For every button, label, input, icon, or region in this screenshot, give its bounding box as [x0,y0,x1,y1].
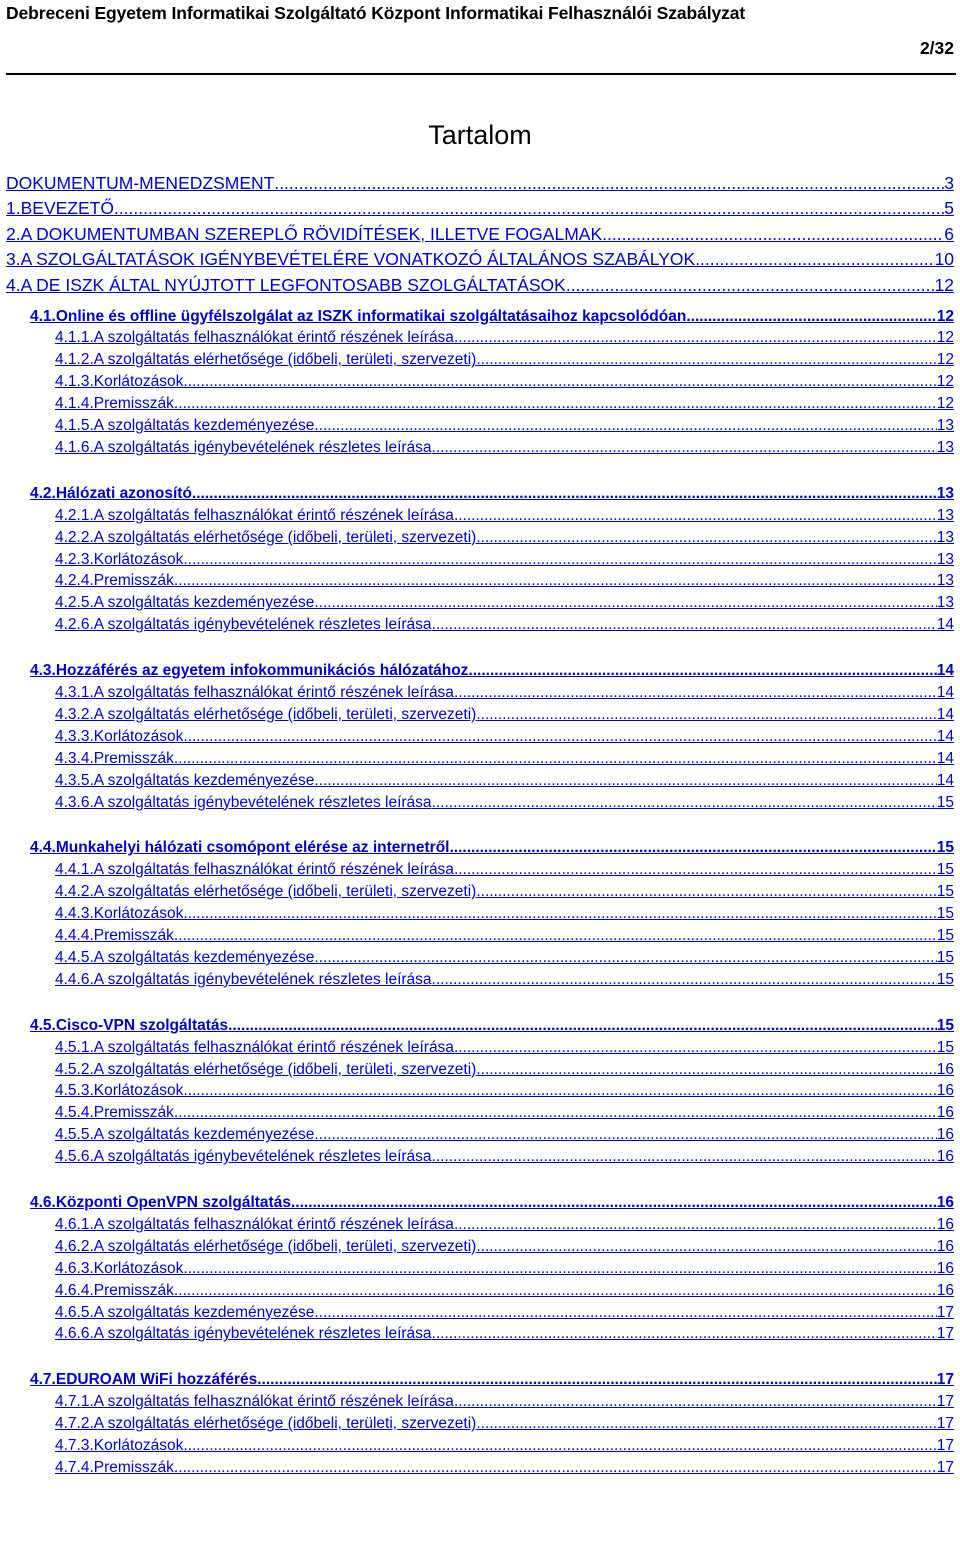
toc-entry[interactable] [30,837,954,856]
toc-leader-dots [228,1018,937,1034]
toc-entry-text: 4.3.4.Premisszák [55,749,174,767]
toc-entry-text: 4.5.2.A szolgáltatás elérhetősége (időbeli, területi, szervezeti) [55,1060,477,1078]
toc-leader-dots [174,573,937,589]
toc-entry-text: DOKUMENTUM-MENEDZSMENT [6,172,275,193]
toc-entry[interactable] [30,1369,954,1388]
toc-leader-dots [432,972,937,988]
toc-entry[interactable] [55,1435,954,1454]
toc-entry[interactable] [55,859,954,878]
toc-entry-text: 4.6.6.A szolgáltatás igénybevételének részletes leírása [55,1325,432,1343]
toc-entry-text: 4.7.4.Premisszák [55,1458,174,1476]
toc-leader-dots [174,928,937,944]
toc-entry-text: 4.5.Cisco-VPN szolgáltatás [30,1016,229,1034]
toc-entry[interactable] [6,248,954,269]
toc-entry[interactable] [55,1058,954,1077]
toc-entry-page: 15 [936,883,954,901]
toc-entry[interactable] [55,903,954,922]
toc-entry-text: 4.4.5.A szolgáltatás kezdeményezése [55,948,315,966]
toc-entry-text: 4.1.2.A szolgáltatás elérhetősége (időbeli, területi, szervezeti) [55,351,477,369]
toc-entry[interactable] [55,393,954,412]
toc-entry-page: 15 [936,948,954,966]
toc-entry-text: 4.5.3.Korlátozások [55,1082,184,1100]
toc-entry-text: 4.4.4.Premisszák [55,927,174,944]
toc-entry[interactable] [55,1323,954,1342]
toc-leader-dots [695,251,934,269]
toc-entry-page: 15 [936,1038,954,1056]
toc-entry-text: 4.2.4.Premisszák [55,572,174,590]
toc-entry-page: 15 [936,927,954,944]
toc-entry[interactable] [55,526,954,545]
toc-entry-page: 16 [936,1126,954,1144]
toc-entry-page: 13 [936,550,954,568]
toc-entry-text: 4.3.6.A szolgáltatás igénybevételének részletes leírása [55,793,432,811]
page-number: 2/32 [919,38,954,58]
toc-entry[interactable] [55,946,954,965]
toc-leader-dots [183,729,936,745]
toc-entry-text: 4.4.3.Korlátozások [55,905,184,923]
toc-leader-dots [183,1261,936,1277]
toc-entry[interactable] [55,968,954,987]
toc-entry-page: 13 [936,506,954,524]
toc-entry-page: 17 [936,1303,954,1321]
toc-entry-page: 17 [936,1458,954,1476]
document-header-title: Debreceni Egyetem Informatikai Szolgáltató Központ Informatikai Felhasználói Szabályzat [6,3,746,23]
toc-entry-text: 4.1.Online és offline ügyfélszolgálat az ISZK informatikai szolgáltatásaihoz kapcsolódóan [30,307,687,325]
toc-leader-dots [183,552,936,568]
toc-leader-dots [314,950,936,966]
toc-entry[interactable] [55,1413,954,1432]
toc-leader-dots [432,617,937,633]
toc-entry-page: 14 [936,771,954,789]
toc-leader-dots [454,862,937,878]
toc-leader-dots [174,1105,937,1121]
toc-entry[interactable] [55,747,954,766]
toc-entry-text: 4.7.3.Korlátozások [55,1437,184,1454]
toc-entry-text: 4.6.4.Premisszák [55,1281,174,1299]
toc-entry[interactable] [55,725,954,744]
toc-entry[interactable] [6,171,954,192]
toc-entry-page: 14 [936,749,954,767]
toc-entry[interactable] [55,570,954,589]
toc-entry-text: 4.A DE ISZK ÁLTAL NYÚJTOTT LEGFONTOSABB SZOLGÁLTATÁSOK [6,274,566,295]
toc-leader-dots [432,795,937,811]
toc-entry-text: 4.6.5.A szolgáltatás kezdeményezése [55,1303,315,1321]
toc-leader-dots [314,773,936,789]
toc-entry[interactable] [55,548,954,567]
toc-entry-page: 12 [936,351,954,369]
toc-entry-page: 14 [936,727,954,745]
toc-entry-page: 16 [936,1215,954,1233]
toc-leader-dots [174,1460,937,1476]
toc-leader-dots [183,374,936,390]
toc-entry[interactable] [30,305,954,324]
toc-entry[interactable] [6,222,954,243]
toc-leader-dots [314,1305,936,1321]
toc-leader-dots [468,663,936,679]
toc-entry-text: 4.6.2.A szolgáltatás elérhetősége (időbeli, területi, szervezeti) [55,1237,477,1255]
toc-entry[interactable] [55,1146,954,1165]
toc-leader-dots [432,1149,937,1165]
toc-entry-page: 10 [934,249,954,269]
toc-entry-page: 17 [936,1371,954,1389]
toc-leader-dots [174,1283,937,1299]
toc-leader-dots [454,685,937,701]
toc-leader-dots [314,1127,936,1143]
toc-entry-page: 3 [944,172,954,193]
toc-leader-dots [476,707,936,723]
toc-entry[interactable] [55,614,954,633]
toc-entry-text: 4.4.6.A szolgáltatás igénybevételének részletes leírása [55,970,432,988]
toc-leader-dots [476,1062,936,1078]
toc-entry[interactable] [55,1213,954,1232]
toc-entry-text: 4.5.4.Premisszák [55,1104,174,1122]
toc-entry-page: 12 [936,373,954,391]
toc-entry-text: 4.2.2.A szolgáltatás elérhetősége (időbeli, területi, szervezeti) [55,528,477,546]
toc-entry-page: 15 [936,1016,954,1034]
toc-entry-text: 4.1.1.A szolgáltatás felhasználókat érintő részének leírása [55,329,454,347]
toc-entry-text: 4.6.3.Korlátozások [55,1259,184,1277]
toc-entry-page: 16 [936,1281,954,1299]
toc-leader-dots [476,1416,936,1432]
toc-entry[interactable] [6,273,954,294]
toc-entry-page: 14 [936,684,954,701]
toc-leader-dots [454,1394,937,1410]
toc-leader-dots [476,530,936,546]
toc-entry[interactable] [30,1014,954,1033]
toc-entry[interactable] [55,881,954,900]
toc-leader-dots [291,1195,937,1211]
toc-leader-dots [476,884,936,900]
toc-leader-dots [257,1372,937,1388]
toc-leader-dots [449,840,936,856]
toc-entry-text: 4.4.Munkahelyi hálózati csomópont elérése az internetről [30,839,450,857]
toc-leader-dots [454,1040,937,1056]
toc-entry-page: 13 [936,528,954,546]
toc-entry[interactable] [55,504,954,523]
toc-leader-dots [183,1438,936,1454]
toc-entry[interactable] [55,791,954,810]
toc-entry-page: 17 [936,1393,954,1411]
toc-entry-page: 15 [936,861,954,879]
toc-entry-text: 4.2.3.Korlátozások [55,550,184,568]
toc-entry[interactable] [55,415,954,434]
toc-entry-text: 4.1.6.A szolgáltatás igénybevételének részletes leírása [55,438,432,456]
toc-entry[interactable] [55,1391,954,1410]
toc-entry-page: 12 [936,395,954,413]
toc-leader-dots [114,200,944,218]
toc-entry-text: 4.1.4.Premisszák [55,395,174,413]
toc-entry-text: 4.5.1.A szolgáltatás felhasználókat érintő részének leírása [55,1038,454,1056]
toc-leader-dots [183,1083,936,1099]
toc-leader-dots [274,175,944,193]
toc-entry[interactable] [55,925,954,944]
toc-entry-text: 4.1.5.A szolgáltatás kezdeményezése [55,417,315,434]
toc-leader-dots [192,486,937,502]
toc-entry[interactable] [55,1080,954,1099]
toc-entry[interactable] [55,1235,954,1254]
toc-entry-page: 15 [936,905,954,923]
toc-entry-page: 14 [936,616,954,634]
toc-entry-page: 16 [936,1104,954,1122]
toc-entry-text: 4.2.5.A szolgáltatás kezdeményezése [55,594,315,612]
toc-entry-page: 16 [936,1148,954,1166]
toc-entry-page: 15 [936,839,954,857]
toc-entry-text: 4.5.6.A szolgáltatás igénybevételének részletes leírása [55,1148,432,1166]
toc-entry-page: 14 [936,705,954,723]
toc-leader-dots [686,309,936,325]
toc-leader-dots [602,226,944,244]
toc-entry[interactable] [55,1301,954,1320]
toc-entry-text: 1.BEVEZETŐ [6,198,114,218]
toc-entry-page: 13 [936,417,954,434]
toc-entry-page: 16 [936,1060,954,1078]
toc-leader-dots [566,277,935,295]
toc-entry[interactable] [55,769,954,788]
toc-leader-dots [174,751,937,767]
toc-leader-dots [174,396,937,412]
toc-entry-text: 4.4.1.A szolgáltatás felhasználókat érintő részének leírása [55,861,454,879]
toc-leader-dots [476,1239,936,1255]
toc-entry-text: 4.5.5.A szolgáltatás kezdeményezése [55,1126,315,1144]
toc-entry-page: 13 [936,594,954,612]
toc-entry[interactable] [30,482,954,501]
toc-entry-text: 4.3.Hozzáférés az egyetem infokommunikációs hálózatához [30,662,469,680]
toc-entry-text: 4.2.1.A szolgáltatás felhasználókat érintő részének leírása [55,506,454,524]
toc-entry[interactable] [30,1192,954,1211]
toc-entry-page: 15 [936,793,954,811]
toc-entry[interactable] [55,371,954,390]
toc-entry-text: 4.6.1.A szolgáltatás felhasználókat érintő részének leírása [55,1215,454,1233]
toc-entry[interactable] [55,1257,954,1276]
toc-entry-page: 16 [936,1082,954,1100]
toc-entry[interactable] [55,1036,954,1055]
toc-entry-text: 4.7.1.A szolgáltatás felhasználókat érintő részének leírása [55,1393,454,1411]
toc-entry-text: 4.3.1.A szolgáltatás felhasználókat érintő részének leírása [55,684,454,701]
toc-entry-page: 15 [936,970,954,988]
toc-entry[interactable] [55,1456,954,1475]
toc-leader-dots [183,906,936,922]
toc-entry[interactable] [55,349,954,368]
toc-entry-text: 4.3.2.A szolgáltatás elérhetősége (időbeli, területi, szervezeti) [55,705,477,723]
toc-leader-dots [314,418,936,434]
toc-title: Tartalom [428,120,532,150]
toc-entry[interactable] [55,1102,954,1121]
toc-entry-page: 14 [936,662,954,680]
toc-leader-dots [454,1217,937,1233]
toc-entry[interactable] [55,703,954,722]
toc-entry-page: 5 [944,198,954,218]
toc-leader-dots [454,330,937,346]
toc-entry-text: 4.3.5.A szolgáltatás kezdeményezése [55,771,315,789]
toc-entry-text: 4.7.EDUROAM WiFi hozzáférés [30,1371,258,1389]
toc-entry[interactable] [6,197,954,218]
toc-entry-page: 13 [936,438,954,456]
toc-entry-page: 16 [936,1194,954,1211]
toc-entry[interactable] [55,592,954,611]
toc-entry-text: 4.6.Központi OpenVPN szolgáltatás [30,1194,291,1211]
toc-entry-page: 13 [936,484,954,502]
toc-entry-page: 12 [936,307,954,325]
toc-entry-page: 13 [936,572,954,590]
toc-entry-page: 12 [936,329,954,347]
toc-entry[interactable] [55,436,954,455]
toc-entry-page: 17 [936,1437,954,1454]
toc-entry-page: 6 [944,223,954,244]
toc-leader-dots [454,508,937,524]
toc-entry-page: 16 [936,1237,954,1255]
toc-entry-text: 4.7.2.A szolgáltatás elérhetősége (időbeli, területi, szervezeti) [55,1415,477,1433]
toc-entry-text: 4.1.3.Korlátozások [55,373,184,391]
toc-entry[interactable] [55,1279,954,1298]
toc-leader-dots [314,595,936,611]
toc-entry-text: 4.3.3.Korlátozások [55,727,184,745]
toc-entry[interactable] [55,327,954,346]
toc-entry[interactable] [30,660,954,679]
toc-leader-dots [476,352,936,368]
toc-entry[interactable] [55,682,954,701]
toc-entry-text: 2.A DOKUMENTUMBAN SZEREPLŐ RÖVIDÍTÉSEK, ILLETVE FOGALMAK [6,223,603,244]
toc-entry-text: 4.2.Hálózati azonosító [30,484,192,502]
toc-entry-page: 16 [936,1259,954,1277]
toc-entry-text: 4.2.6.A szolgáltatás igénybevételének részletes leírása [55,616,432,634]
toc-entry-text: 3.A SZOLGÁLTATÁSOK IGÉNYBEVÉTELÉRE VONATKOZÓ ÁLTALÁNOS SZABÁLYOK [6,249,696,269]
toc-leader-dots [432,1326,937,1342]
toc-entry-page: 17 [936,1325,954,1343]
toc-entry-page: 12 [934,274,954,295]
toc-entry-text: 4.4.2.A szolgáltatás elérhetősége (időbeli, területi, szervezeti) [55,883,477,901]
toc-entry[interactable] [55,1124,954,1143]
toc-leader-dots [432,440,937,456]
toc-entry-page: 17 [936,1415,954,1433]
